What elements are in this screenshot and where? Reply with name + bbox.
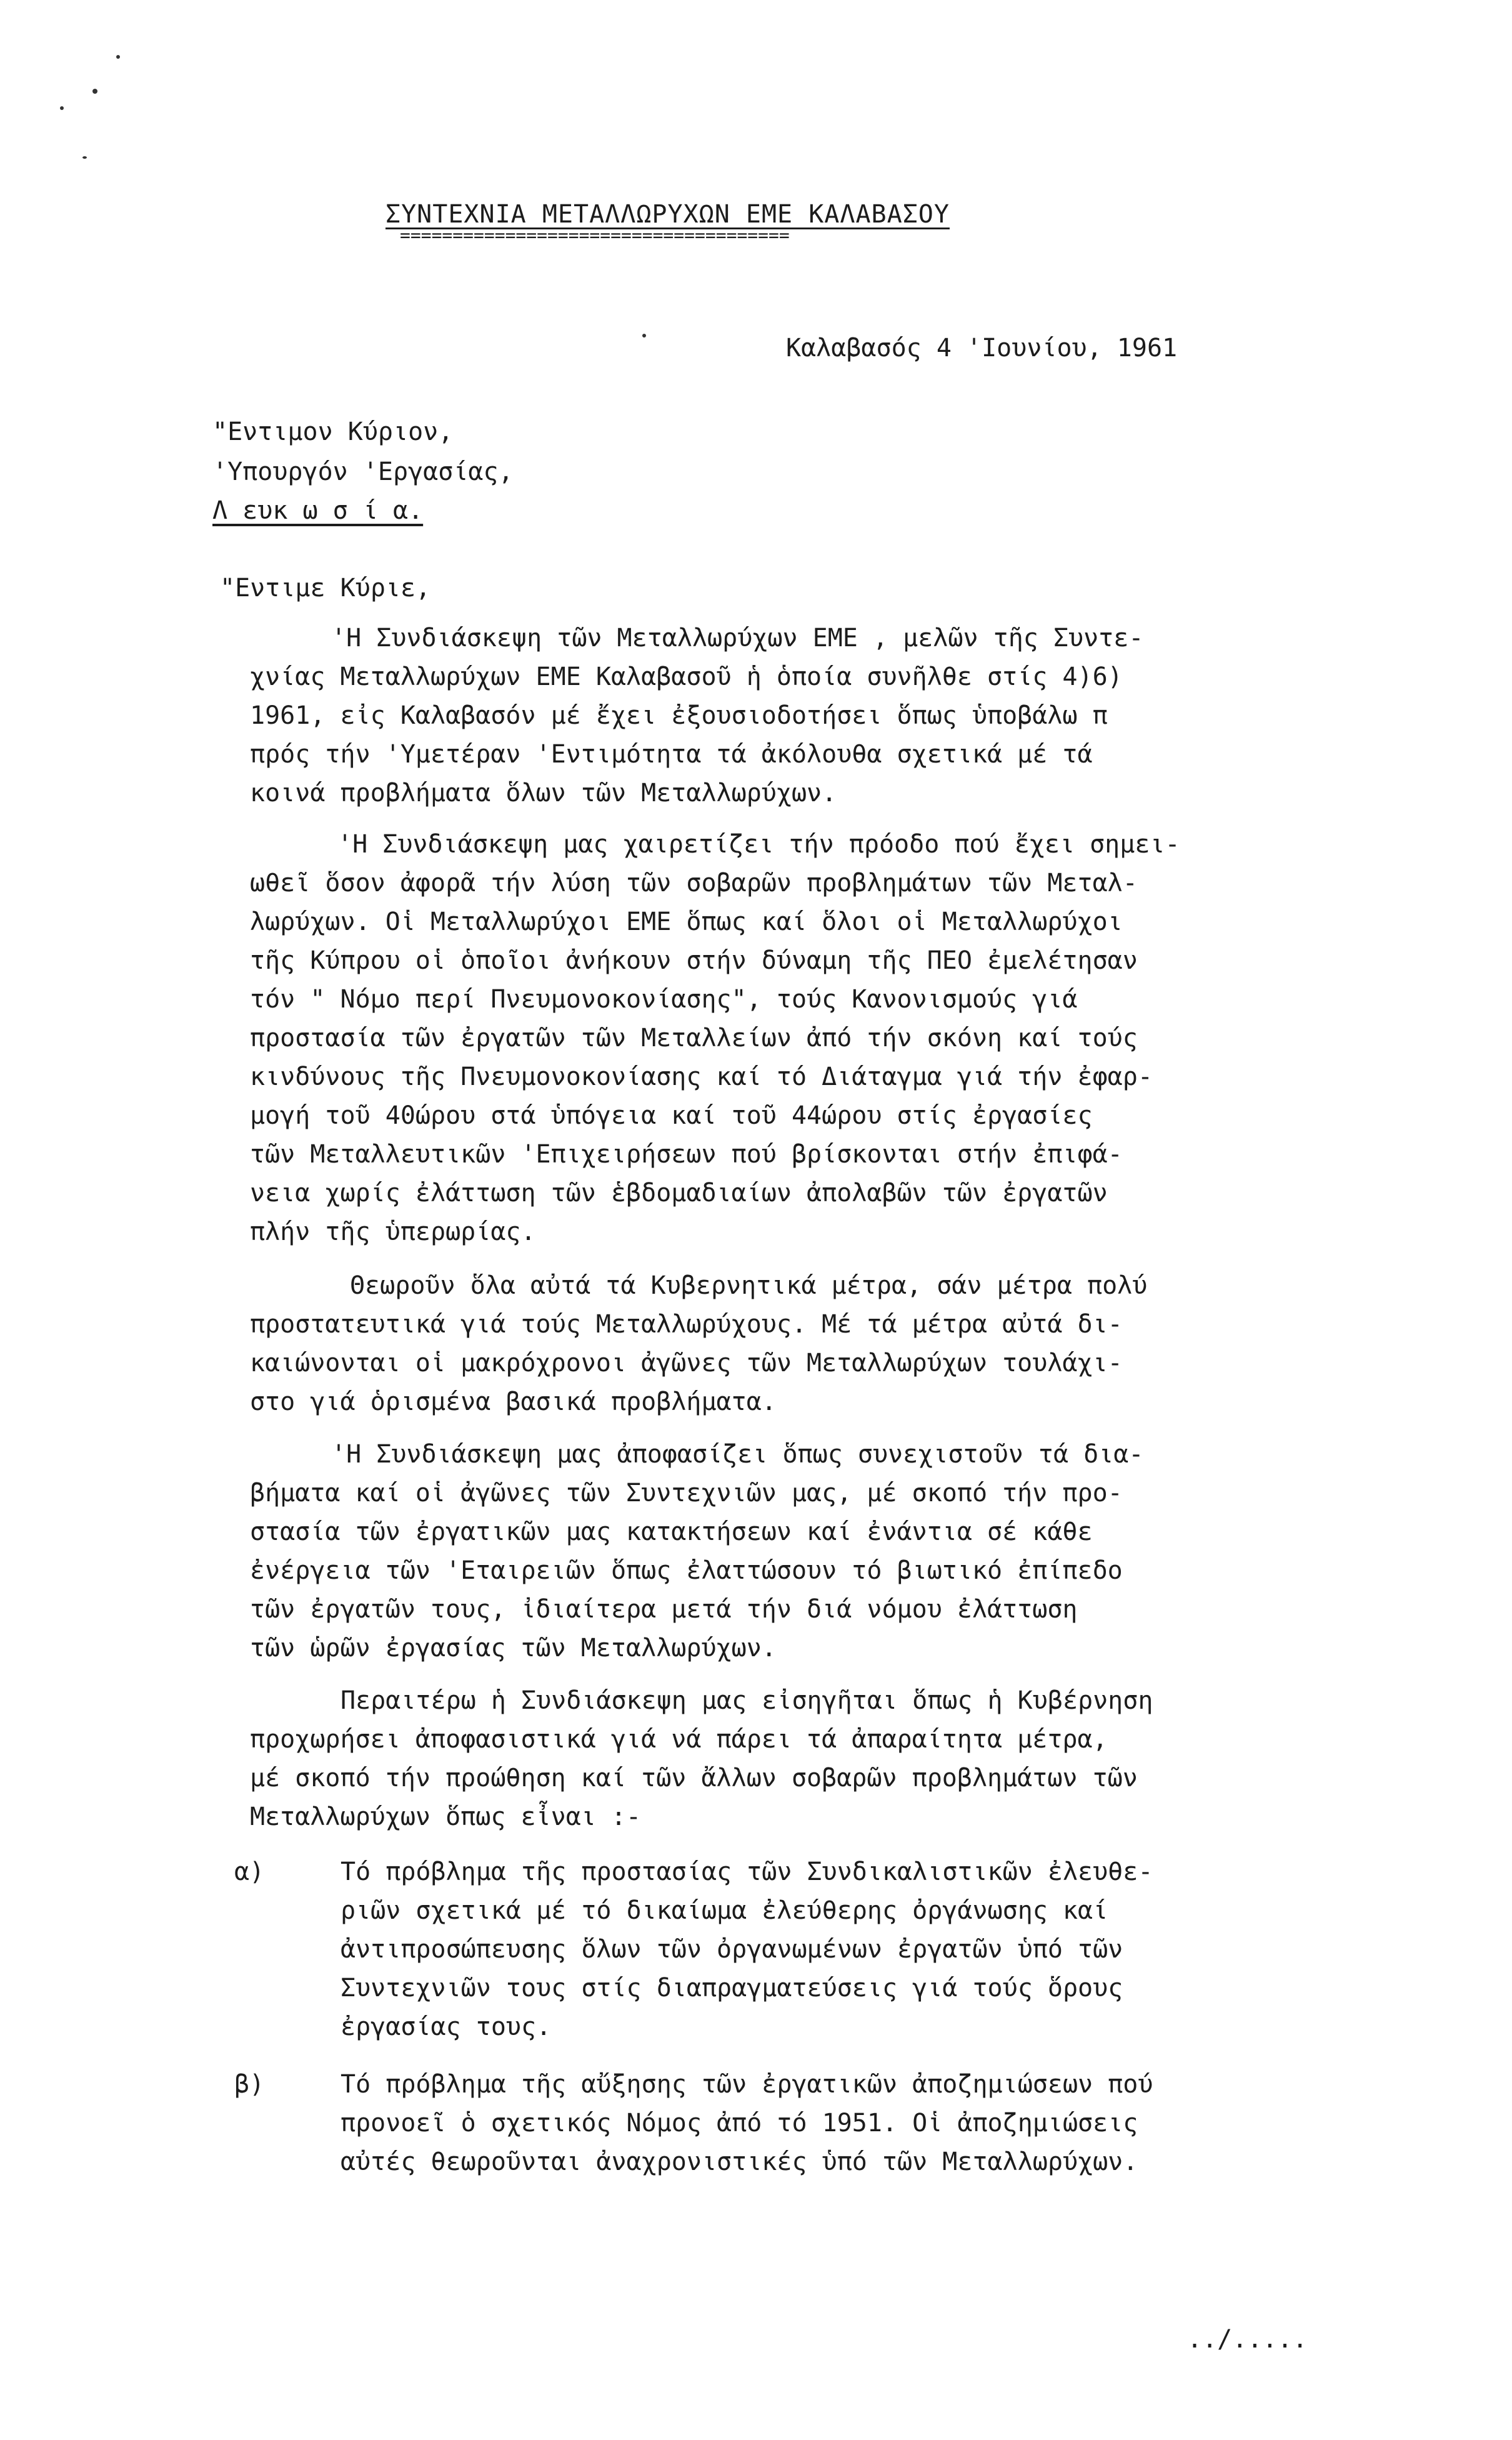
- body-line: τῶν ἐργατῶν τους, ἰδιαίτερα μετά τήν διά νόμου ἐλάττωση: [250, 1595, 1078, 1624]
- body-line: ἐνέργεια τῶν 'Εταιρειῶν ὅπως ἐλαττώσουν τό βιωτικό ἐπίπεδο: [250, 1556, 1123, 1585]
- scan-speck: [60, 106, 64, 110]
- list-item-line: ἀντιπροσώπευσης ὅλων τῶν ὀργανωμένων ἐργατῶν ὑπό τῶν: [341, 1935, 1123, 1964]
- body-line: προστασία τῶν ἐργατῶν τῶν Μεταλλείων ἀπό τήν σκόνη καί τούς: [250, 1024, 1138, 1052]
- salutation: "Εντιμε Κύριε,: [220, 574, 431, 602]
- list-item-line: ριῶν σχετικά μέ τό δικαίωμα ἐλεύθερης ὀργάνωσης καί: [341, 1896, 1108, 1925]
- body-line: Μεταλλωρύχων ὅπως εἶναι :-: [250, 1802, 642, 1831]
- continuation-mark: ../.....: [1187, 2325, 1308, 2354]
- body-line: πλήν τῆς ὑπερωρίας.: [250, 1218, 536, 1246]
- body-line: τῶν Μεταλλευτικῶν 'Επιχειρήσεων πού βρίσκονται στήν ἐπιφά-: [250, 1140, 1123, 1169]
- body-line: ωθεῖ ὅσον ἀφορᾶ τήν λύση τῶν σοβαρῶν προβλημάτων τῶν Μεταλ-: [250, 869, 1138, 898]
- letterhead-rule: =====================================: [400, 225, 790, 246]
- body-line: 'Η Συνδιάσκεψη μας χαιρετίζει τήν πρόοδο πού ἔχει σημει-: [337, 830, 1180, 859]
- recipient-city: Λ ευκ ω σ ί α.: [212, 496, 424, 525]
- body-line: καιώνονται οἱ μακρόχρονοι ἀγῶνες τῶν Μεταλλωρύχων τουλάχι-: [250, 1349, 1123, 1378]
- body-line: μέ σκοπό τήν προώθηση καί τῶν ἄλλων σοβαρῶν προβλημάτων τῶν: [250, 1764, 1138, 1792]
- recipient-line-1: "Εντιμον Κύριον,: [212, 418, 454, 446]
- recipient-line-2: 'Υπουργόν 'Εργασίας,: [212, 458, 514, 486]
- body-line: χνίας Μεταλλωρύχων ΕΜΕ Καλαβασοῦ ἡ ὁποία συνῆλθε στίς 4)6): [250, 662, 1123, 691]
- scan-speck: [92, 89, 97, 94]
- scan-speck: [82, 156, 87, 159]
- body-line: 'Η Συνδιάσκεψη μας ἀποφασίζει ὅπως συνεχιστοῦν τά δια-: [331, 1440, 1144, 1469]
- body-line: λωρύχων. Οἱ Μεταλλωρύχοι ΕΜΕ ὅπως καί ὅλοι οἱ Μεταλλωρύχοι: [250, 908, 1123, 936]
- body-line: προστατευτικά γιά τούς Μεταλλωρύχους. Μέ τά μέτρα αὐτά δι-: [250, 1310, 1123, 1339]
- body-line: μογή τοῦ 40ώρου στά ὑπόγεια καί τοῦ 44ώρου στίς ἐργασίες: [250, 1101, 1093, 1130]
- body-line: τῶν ὡρῶν ἐργασίας τῶν Μεταλλωρύχων.: [250, 1634, 777, 1662]
- body-line: τῆς Κύπρου οἱ ὁποῖοι ἀνήκουν στήν δύναμη τῆς ΠΕΟ ἐμελέτησαν: [250, 946, 1138, 975]
- list-item-label: β): [234, 2070, 265, 2099]
- list-item-line: ἐργασίας τους.: [341, 2012, 552, 2041]
- body-line: Θεωροῦν ὅλα αὐτά τά Κυβερνητικά μέτρα, σάν μέτρα πολύ: [350, 1271, 1148, 1300]
- body-line: κοινά προβλήματα ὅλων τῶν Μεταλλωρύχων.: [250, 779, 837, 808]
- body-line: βήματα καί οἱ ἀγῶνες τῶν Συντεχνιῶν μας, μέ σκοπό τήν προ-: [250, 1479, 1123, 1508]
- list-item-line: Τό πρόβλημα τῆς αὔξησης τῶν ἐργατικῶν ἀποζημιώσεων πού: [341, 2070, 1153, 2099]
- list-item-line: αὐτές θεωροῦνται ἀναχρονιστικές ὑπό τῶν Μεταλλωρύχων.: [341, 2148, 1138, 2176]
- list-item-label: α): [234, 1858, 265, 1886]
- body-line: Περαιτέρω ἡ Συνδιάσκεψη μας εἰσηγῆται ὅπως ἡ Κυβέρνηση: [341, 1686, 1153, 1715]
- list-item-line: Τό πρόβλημα τῆς προστασίας τῶν Συνδικαλιστικῶν ἐλευθε-: [341, 1858, 1153, 1886]
- list-item-line: Συντεχνιῶν τους στίς διαπραγματεύσεις γιά τούς ὅρους: [341, 1974, 1123, 2002]
- letter-date: Καλαβασός 4 'Ιουνίου, 1961: [786, 334, 1178, 362]
- scan-speck: [642, 334, 646, 338]
- body-line: στο γιά ὁρισμένα βασικά προβλήματα.: [250, 1388, 777, 1416]
- list-item-line: προνοεῖ ὁ σχετικός Νόμος ἀπό τό 1951. Οἱ ἀποζημιώσεις: [341, 2109, 1138, 2138]
- body-line: στασία τῶν ἐργατικῶν μας κατακτήσεων καί ἐνάντια σέ κάθε: [250, 1518, 1093, 1546]
- body-line: τόν " Νόμο περί Πνευμονοκονίασης", τούς Κανονισμούς γιά: [250, 985, 1078, 1014]
- scan-speck: [116, 55, 120, 59]
- body-line: κινδύνους τῆς Πνευμονοκονίασης καί τό Διάταγμα γιά τήν ἐφαρ-: [250, 1062, 1153, 1091]
- body-line: προχωρήσει ἀποφασιστικά γιά νά πάρει τά ἀπαραίτητα μέτρα,: [250, 1725, 1108, 1754]
- body-line: πρός τήν 'Υμετέραν 'Εντιμότητα τά ἀκόλουθα σχετικά μέ τά: [250, 740, 1093, 769]
- body-line: 'Η Συνδιάσκεψη τῶν Μεταλλωρύχων ΕΜΕ , μελῶν τῆς Συντε-: [331, 624, 1144, 652]
- body-line: 1961, εἰς Καλαβασόν μέ ἔχει ἐξουσιοδοτήσει ὅπως ὑποβάλω π: [250, 701, 1108, 730]
- body-line: νεια χωρίς ἐλάττωση τῶν ἑβδομαδιαίων ἀπολαβῶν τῶν ἐργατῶν: [250, 1179, 1108, 1208]
- letterhead-title: ΣΥΝΤΕΧΝΙΑ ΜΕΤΑΛΛΩΡΥΧΩΝ ΕΜΕ ΚΑΛΑΒΑΣΟΥ: [385, 200, 950, 229]
